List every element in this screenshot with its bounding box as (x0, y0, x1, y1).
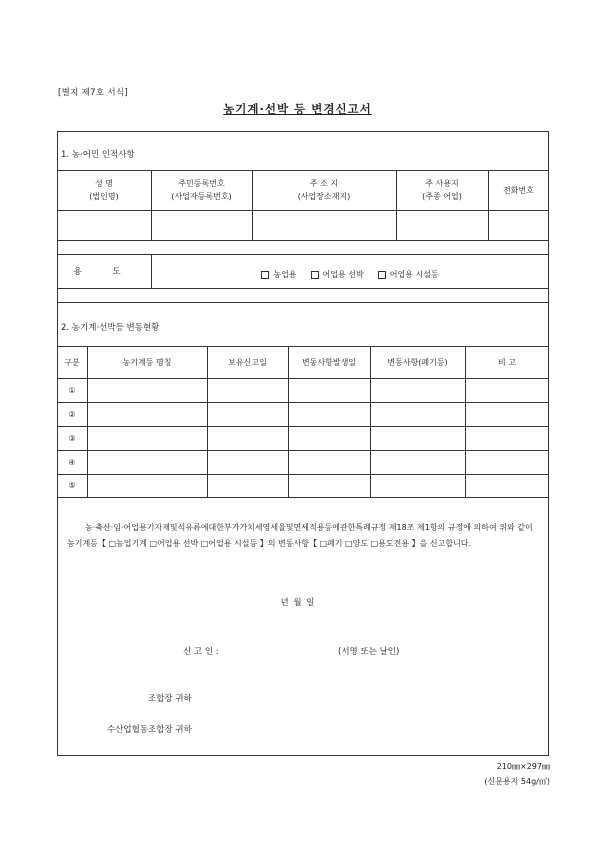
addressee-cooperative: 조합장 귀하 (148, 694, 192, 704)
table-row-number: ④ (68, 458, 76, 467)
col-header-change-date: 변동사항발생일 (301, 358, 357, 367)
main-location-field[interactable] (397, 211, 487, 239)
header-phone: 전화번호 (503, 186, 534, 195)
paper-type: (신문용지 54g/㎡) (484, 777, 550, 786)
divider (57, 497, 549, 498)
id-number-field[interactable] (152, 211, 251, 239)
name-field[interactable] (58, 211, 150, 239)
header-id-number: 주민등록번호 (사업자등록번호) (171, 179, 232, 201)
address-field[interactable] (253, 211, 395, 239)
header-address: 주 소 지 (사업장소재지) (297, 179, 351, 201)
divider (57, 378, 549, 379)
divider (57, 302, 549, 303)
col-header-report-date: 보유신고일 (228, 358, 267, 367)
header-name: 성 명 (법인명) (89, 179, 119, 201)
table-row-number: ⑤ (68, 481, 76, 490)
divider (57, 402, 549, 403)
divider (57, 288, 549, 289)
divider (57, 346, 549, 347)
paper-size: 210㎜×297㎜ (496, 762, 550, 771)
section1-title: 1. 농·어민 인적사항 (61, 150, 135, 160)
col-header-equipment-name: 농기계등 명칭 (122, 358, 172, 367)
divider (57, 474, 549, 475)
divider (57, 170, 549, 171)
divider (57, 254, 549, 255)
phone-field[interactable] (489, 211, 548, 239)
divider (57, 426, 549, 427)
usage-option-fishing-facility[interactable]: 어업용 시설등 (378, 262, 439, 288)
divider (57, 240, 549, 241)
checkbox-icon[interactable] (378, 271, 386, 279)
col-header-category: 구분 (64, 358, 80, 367)
divider (57, 450, 549, 451)
col-header-change-detail: 변동사항(폐기등) (387, 358, 448, 367)
date-line: 년 월 일 (280, 598, 315, 608)
table-row-number: ② (68, 410, 76, 419)
usage-option-agriculture[interactable]: 농업용 (261, 262, 296, 288)
table-row-number: ③ (68, 434, 76, 443)
page-title: 농기계·선박 등 변경신고서 (223, 102, 372, 116)
col-header-remarks: 비 고 (498, 358, 516, 367)
form-code: [별지 제7호 서식] (58, 88, 129, 98)
declaration-text: 농·축산·임·어업용기자재및석유류에대한부가가치세영세율및면세적용등에관한특례규정 제18조 제1항의 규정에 의하여 위와 같이 농기계등【 □농업기계 □어업용 선박 □어업용 시설등 】의 변동사항【 □폐기 □양도 □용도전용 】을 신고합니다. (67, 523, 533, 548)
addressee-fisheries-cooperative: 수산업협동조합장 귀하 (107, 725, 192, 735)
usage-option-fishing-vessel[interactable]: 어업용 선박 (311, 262, 364, 288)
header-main-location: 주 사용지 (주종 어업) (422, 179, 462, 201)
checkbox-icon[interactable] (261, 271, 269, 279)
usage-options (151, 262, 549, 288)
usage-label: 용 도 (73, 267, 135, 277)
section2-title: 2. 농기계·선박등 변동현황 (61, 323, 160, 333)
checkbox-icon[interactable] (311, 271, 319, 279)
table-row-number: ① (68, 386, 76, 395)
signature-note: (서명 또는 날인) (338, 647, 400, 657)
reporter-label: 신 고 인 : (183, 647, 219, 657)
